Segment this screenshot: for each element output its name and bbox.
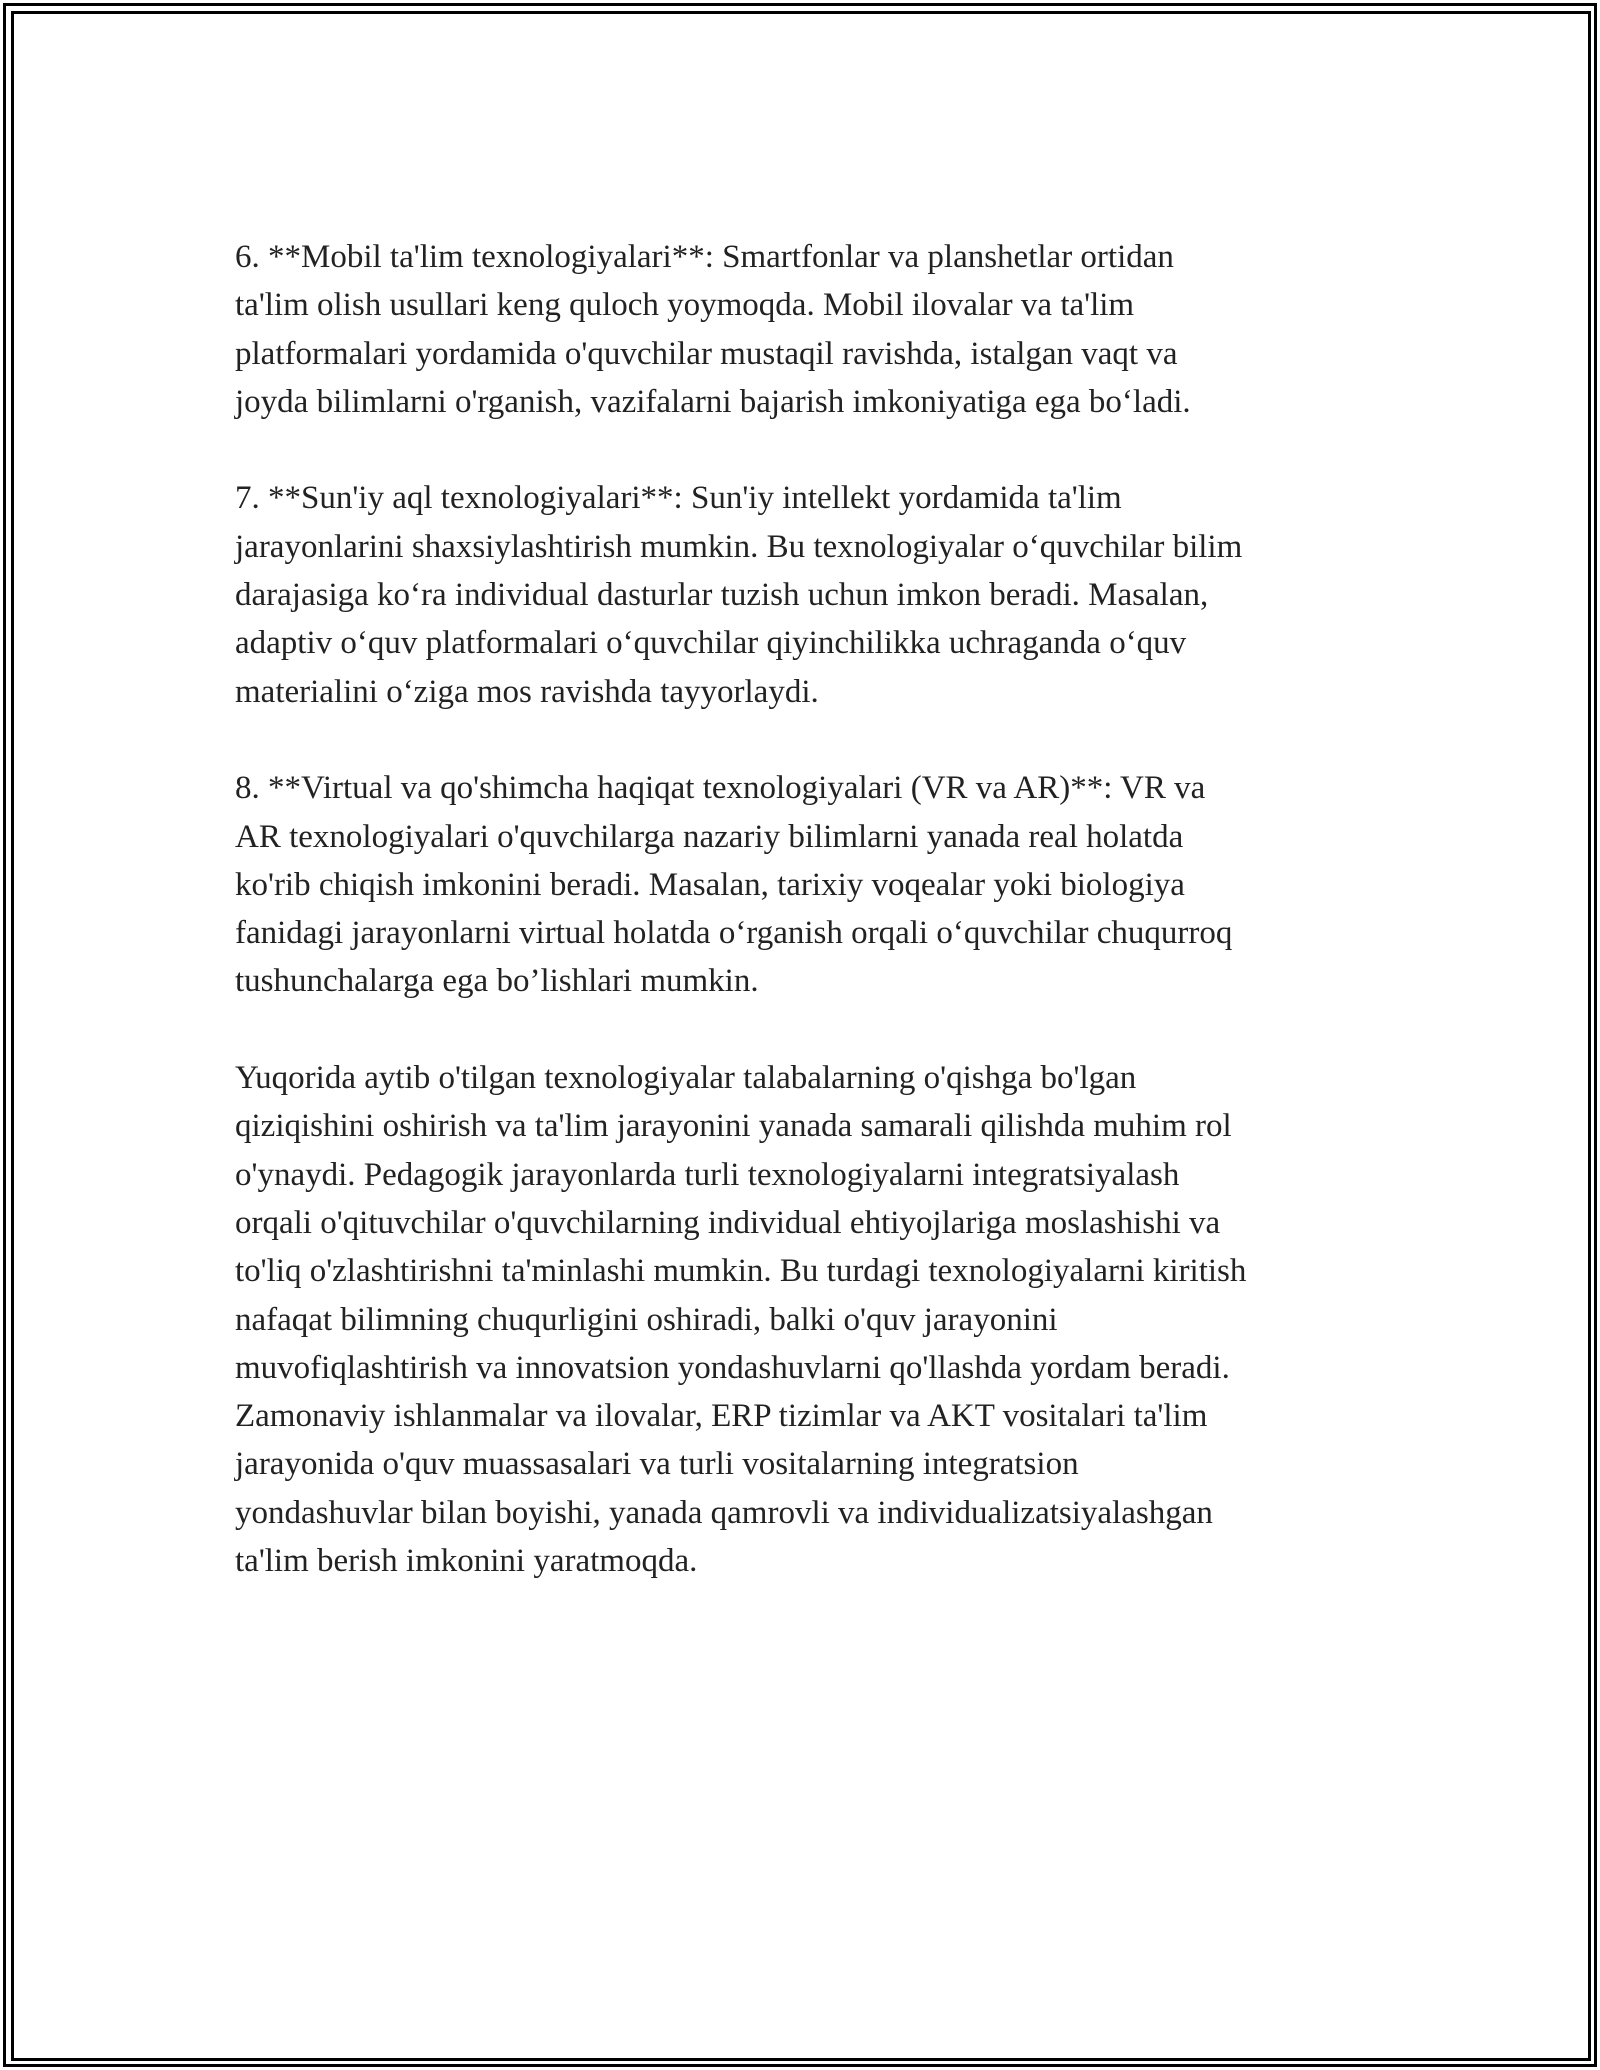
paragraph-conclusion xyxy=(235,1054,1365,1585)
text-line: materialini o‘ziga mos ravishda tayyorlaydi. xyxy=(235,673,819,710)
paragraph-mobile-learning xyxy=(235,233,1365,426)
text-line: ta'lim olish usullari keng quloch yoymoqda. Mobil ilovalar va ta'lim xyxy=(235,287,1135,324)
text-line: Zamonaviy ishlanmalar va ilovalar, ERP tizimlar va AKT vositalari ta'lim xyxy=(235,1398,1208,1435)
text-line: 8. **Virtual va qo'shimcha haqiqat texnologiyalari (VR va AR)**: VR va xyxy=(235,770,1206,807)
text-line: joyda bilimlarni o'rganish, vazifalarni bajarish imkoniyatiga ega bo‘ladi. xyxy=(235,383,1191,420)
text-line: 6. **Mobil ta'lim texnologiyalari**: Smartfonlar va planshetlar ortidan xyxy=(235,239,1174,275)
document-body xyxy=(235,233,1365,1634)
text-line: tushunchalarga ega bo’lishlari mumkin. xyxy=(235,963,759,1000)
text-line: Yuqorida aytib o'tilgan texnologiyalar talabalarning o'qishga bo'lgan xyxy=(235,1060,1137,1097)
text-line: qiziqishini oshirish va ta'lim jarayonini yanada samarali qilishda muhim rol xyxy=(235,1108,1232,1145)
paragraph-vr-ar xyxy=(235,764,1365,1005)
text-line: darajasiga ko‘ra individual dasturlar tuzish uchun imkon beradi. Masalan, xyxy=(235,577,1209,614)
text-line: nafaqat bilimning chuqurligini oshiradi, balki o'quv jarayonini xyxy=(235,1301,1058,1338)
text-line: ta'lim berish imkonini yaratmoqda. xyxy=(235,1543,698,1580)
text-line: yondashuvlar bilan boyishi, yanada qamrovli va individualizatsiyalashgan xyxy=(235,1494,1213,1531)
paragraph-artificial-intelligence xyxy=(235,474,1365,715)
text-line: jarayonida o'quv muassasalari va turli vositalarning integratsion xyxy=(235,1446,1079,1483)
text-line: muvofiqlashtirish va innovatsion yondashuvlarni qo'llashda yordam beradi. xyxy=(235,1349,1230,1386)
text-line: ko'rib chiqish imkonini beradi. Masalan, tarixiy voqealar yoki biologiya xyxy=(235,866,1185,903)
text-line: fanidagi jarayonlarni virtual holatda o‘rganish orqali o‘quvchilar chuqurroq xyxy=(235,915,1233,952)
text-line: 7. **Sun'iy aql texnologiyalari**: Sun'iy intellekt yordamida ta'lim xyxy=(235,480,1122,517)
text-line: AR texnologiyalari o'quvchilarga nazariy bilimlarni yanada real holatda xyxy=(235,818,1184,855)
text-line: o'ynaydi. Pedagogik jarayonlarda turli texnologiyalarni integratsiyalash xyxy=(235,1156,1180,1193)
text-line: to'liq o'zlashtirishni ta'minlashi mumkin. Bu turdagi texnologiyalarni kiritish xyxy=(235,1253,1247,1290)
text-line: platformalari yordamida o'quvchilar mustaqil ravishda, istalgan vaqt va xyxy=(235,335,1178,372)
text-line: adaptiv o‘quv platformalari o‘quvchilar qiyinchilikka uchraganda o‘quv xyxy=(235,625,1187,662)
text-line: orqali o'qituvchilar o'quvchilarning individual ehtiyojlariga moslashishi va xyxy=(235,1204,1221,1241)
text-line: jarayonlarini shaxsiylashtirish mumkin. Bu texnologiyalar o‘quvchilar bilim xyxy=(235,528,1243,565)
